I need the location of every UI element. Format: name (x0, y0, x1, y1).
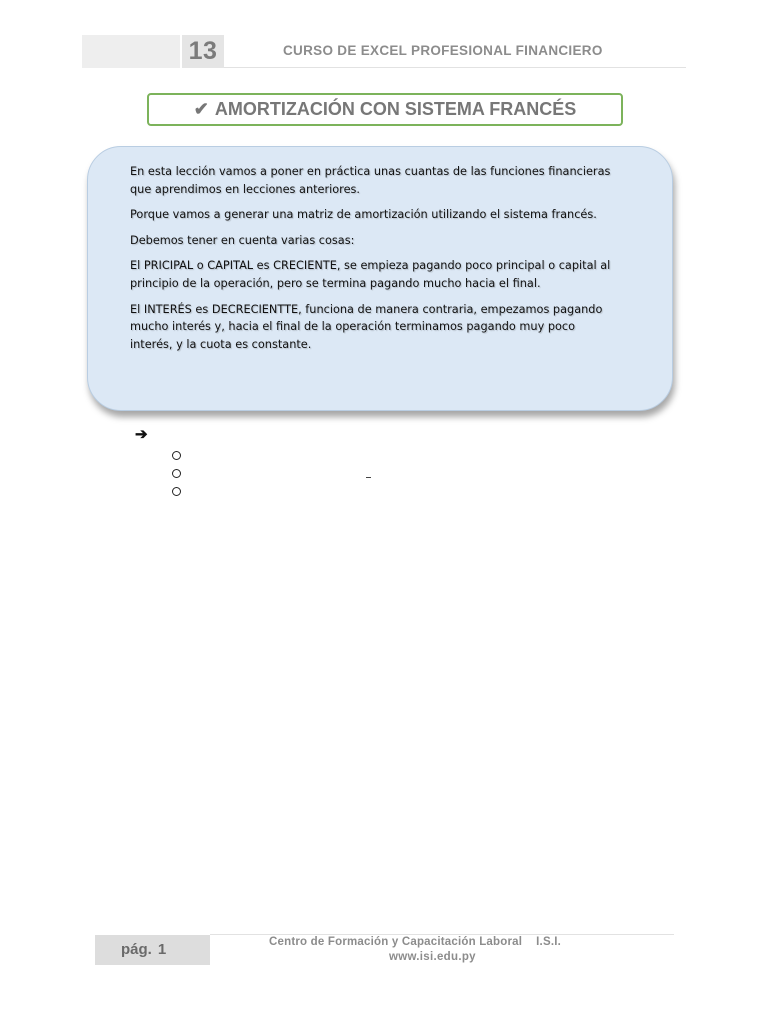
lesson-number: 13 (182, 35, 224, 68)
section-title-text: AMORTIZACIÓN CON SISTEMA FRANCÉS (214, 99, 577, 119)
intro-paragraph: El INTERÉS es DECRECIENTTE, funciona de manera contraria, empezamos pagando mucho interés y, hacia el final de la operación terminamos pagando muy poco interés, y la cuota es constante. (130, 302, 603, 351)
page-indicator (121, 941, 166, 958)
intro-paragraph: En esta lección vamos a poner en práctica unas cuantas de las funciones financieras que aprendimos en lecciones anteriores. (130, 165, 611, 196)
intro-paragraph: Porque vamos a generar una matriz de amortización utilizando el sistema francés. (130, 208, 597, 222)
circle-bullet-icon (172, 487, 181, 496)
page-number: 1 (157, 941, 167, 958)
header-divider (224, 67, 686, 68)
footer-organization (269, 936, 561, 948)
organization-name: Centro de Formación y Capacitación Laboral (269, 936, 523, 948)
header-decoration (82, 35, 180, 68)
footer-website: www.isi.edu.py (389, 951, 476, 963)
course-title: CURSO DE EXCEL PROFESIONAL FINANCIERO (283, 43, 603, 58)
intro-paragraph: El PRICIPAL o CAPITAL es CRECIENTE, se empieza pagando poco principal o capital al principio de la operación, pero se termina pagando mucho hacia el final. (130, 259, 611, 290)
footer-divider (210, 934, 674, 935)
section-title (147, 93, 623, 126)
dash-mark (366, 477, 371, 478)
circle-bullet-icon (172, 451, 181, 460)
organization-abbrev: I.S.I. (536, 936, 562, 948)
intro-callout (87, 146, 673, 411)
check-icon: ✔ (193, 99, 209, 119)
circle-bullet-icon (172, 469, 181, 478)
page-label: pág. (121, 941, 152, 958)
page-header (82, 35, 686, 68)
intro-paragraph: Debemos tener en cuenta varias cosas: (130, 233, 355, 247)
arrow-right-icon: ➔ (135, 426, 148, 443)
